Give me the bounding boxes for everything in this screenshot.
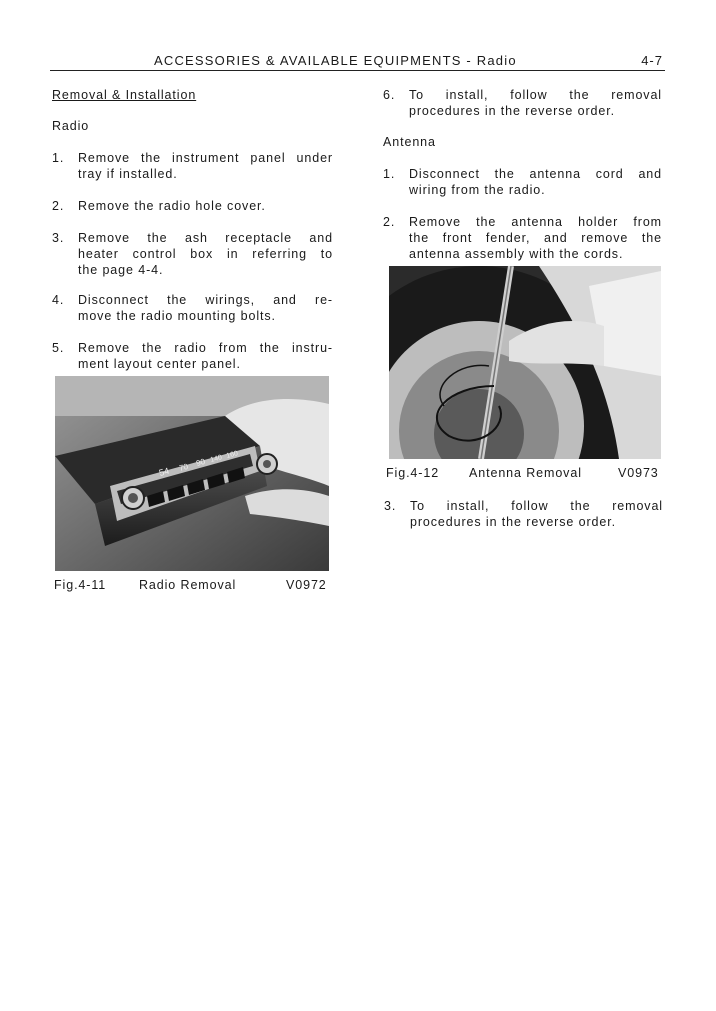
step-line: Remove the radio hole cover. (78, 199, 266, 213)
antenna-removal-photo (389, 266, 661, 459)
step-line: Remove the antenna holder from (409, 215, 662, 229)
radio-illustration (55, 376, 329, 571)
step-line: antenna assembly with the cords. (409, 247, 624, 261)
step-number: 2. (52, 199, 65, 213)
dial-number: 70 (178, 461, 190, 473)
figure-label: Fig.4-11 (54, 578, 107, 592)
page-number: 4-7 (641, 53, 663, 68)
step-number: 1. (52, 151, 65, 165)
step-line: procedures in the reverse order. (409, 104, 615, 118)
step-line: Disconnect the wirings, and re- (78, 293, 333, 307)
dial-number: 140 (209, 454, 223, 464)
dial-number: 160 (225, 450, 239, 460)
figure-caption: Antenna Removal (469, 466, 582, 480)
step-line: Remove the radio from the instru- (78, 341, 333, 355)
antenna-illustration (389, 266, 661, 459)
subsection-antenna: Antenna (383, 135, 436, 149)
step-line: Remove the instrument panel under (78, 151, 333, 165)
step-line: To install, follow the removal (410, 499, 663, 513)
figure-label: Fig.4-12 (386, 466, 440, 480)
step-number: 4. (52, 293, 65, 307)
step-line: tray if installed. (78, 167, 178, 181)
step-line: move the radio mounting bolts. (78, 309, 276, 323)
step-number: 1. (383, 167, 396, 181)
step-number: 5. (52, 341, 65, 355)
page-header (50, 52, 665, 71)
step-line: ment layout center panel. (78, 357, 241, 371)
step-line: the page 4-4. (78, 263, 164, 277)
dial-number: 54 (157, 465, 171, 478)
header-title: ACCESSORIES & AVAILABLE EQUIPMENTS - Radio (154, 53, 517, 68)
step-line: procedures in the reverse order. (410, 515, 616, 529)
section-title: Removal & Installation (52, 88, 197, 102)
step-line: heater control box in referring to (78, 247, 333, 261)
step-line: Disconnect the antenna cord and (409, 167, 662, 181)
step-number: 6. (383, 88, 396, 102)
figure-code: V0973 (618, 466, 659, 480)
step-number: 3. (52, 231, 65, 245)
subsection-radio: Radio (52, 119, 90, 133)
figure-caption: Radio Removal (139, 578, 237, 592)
step-line: wiring from the radio. (409, 183, 546, 197)
step-line: Remove the ash receptacle and (78, 231, 333, 245)
step-number: 2. (383, 215, 396, 229)
figure-code: V0972 (286, 578, 327, 592)
dial-number: 90 (195, 456, 207, 468)
radio-removal-photo (55, 376, 329, 571)
step-line: To install, follow the removal (409, 88, 662, 102)
step-line: the front fender, and remove the (409, 231, 662, 245)
step-number: 3. (384, 499, 397, 513)
